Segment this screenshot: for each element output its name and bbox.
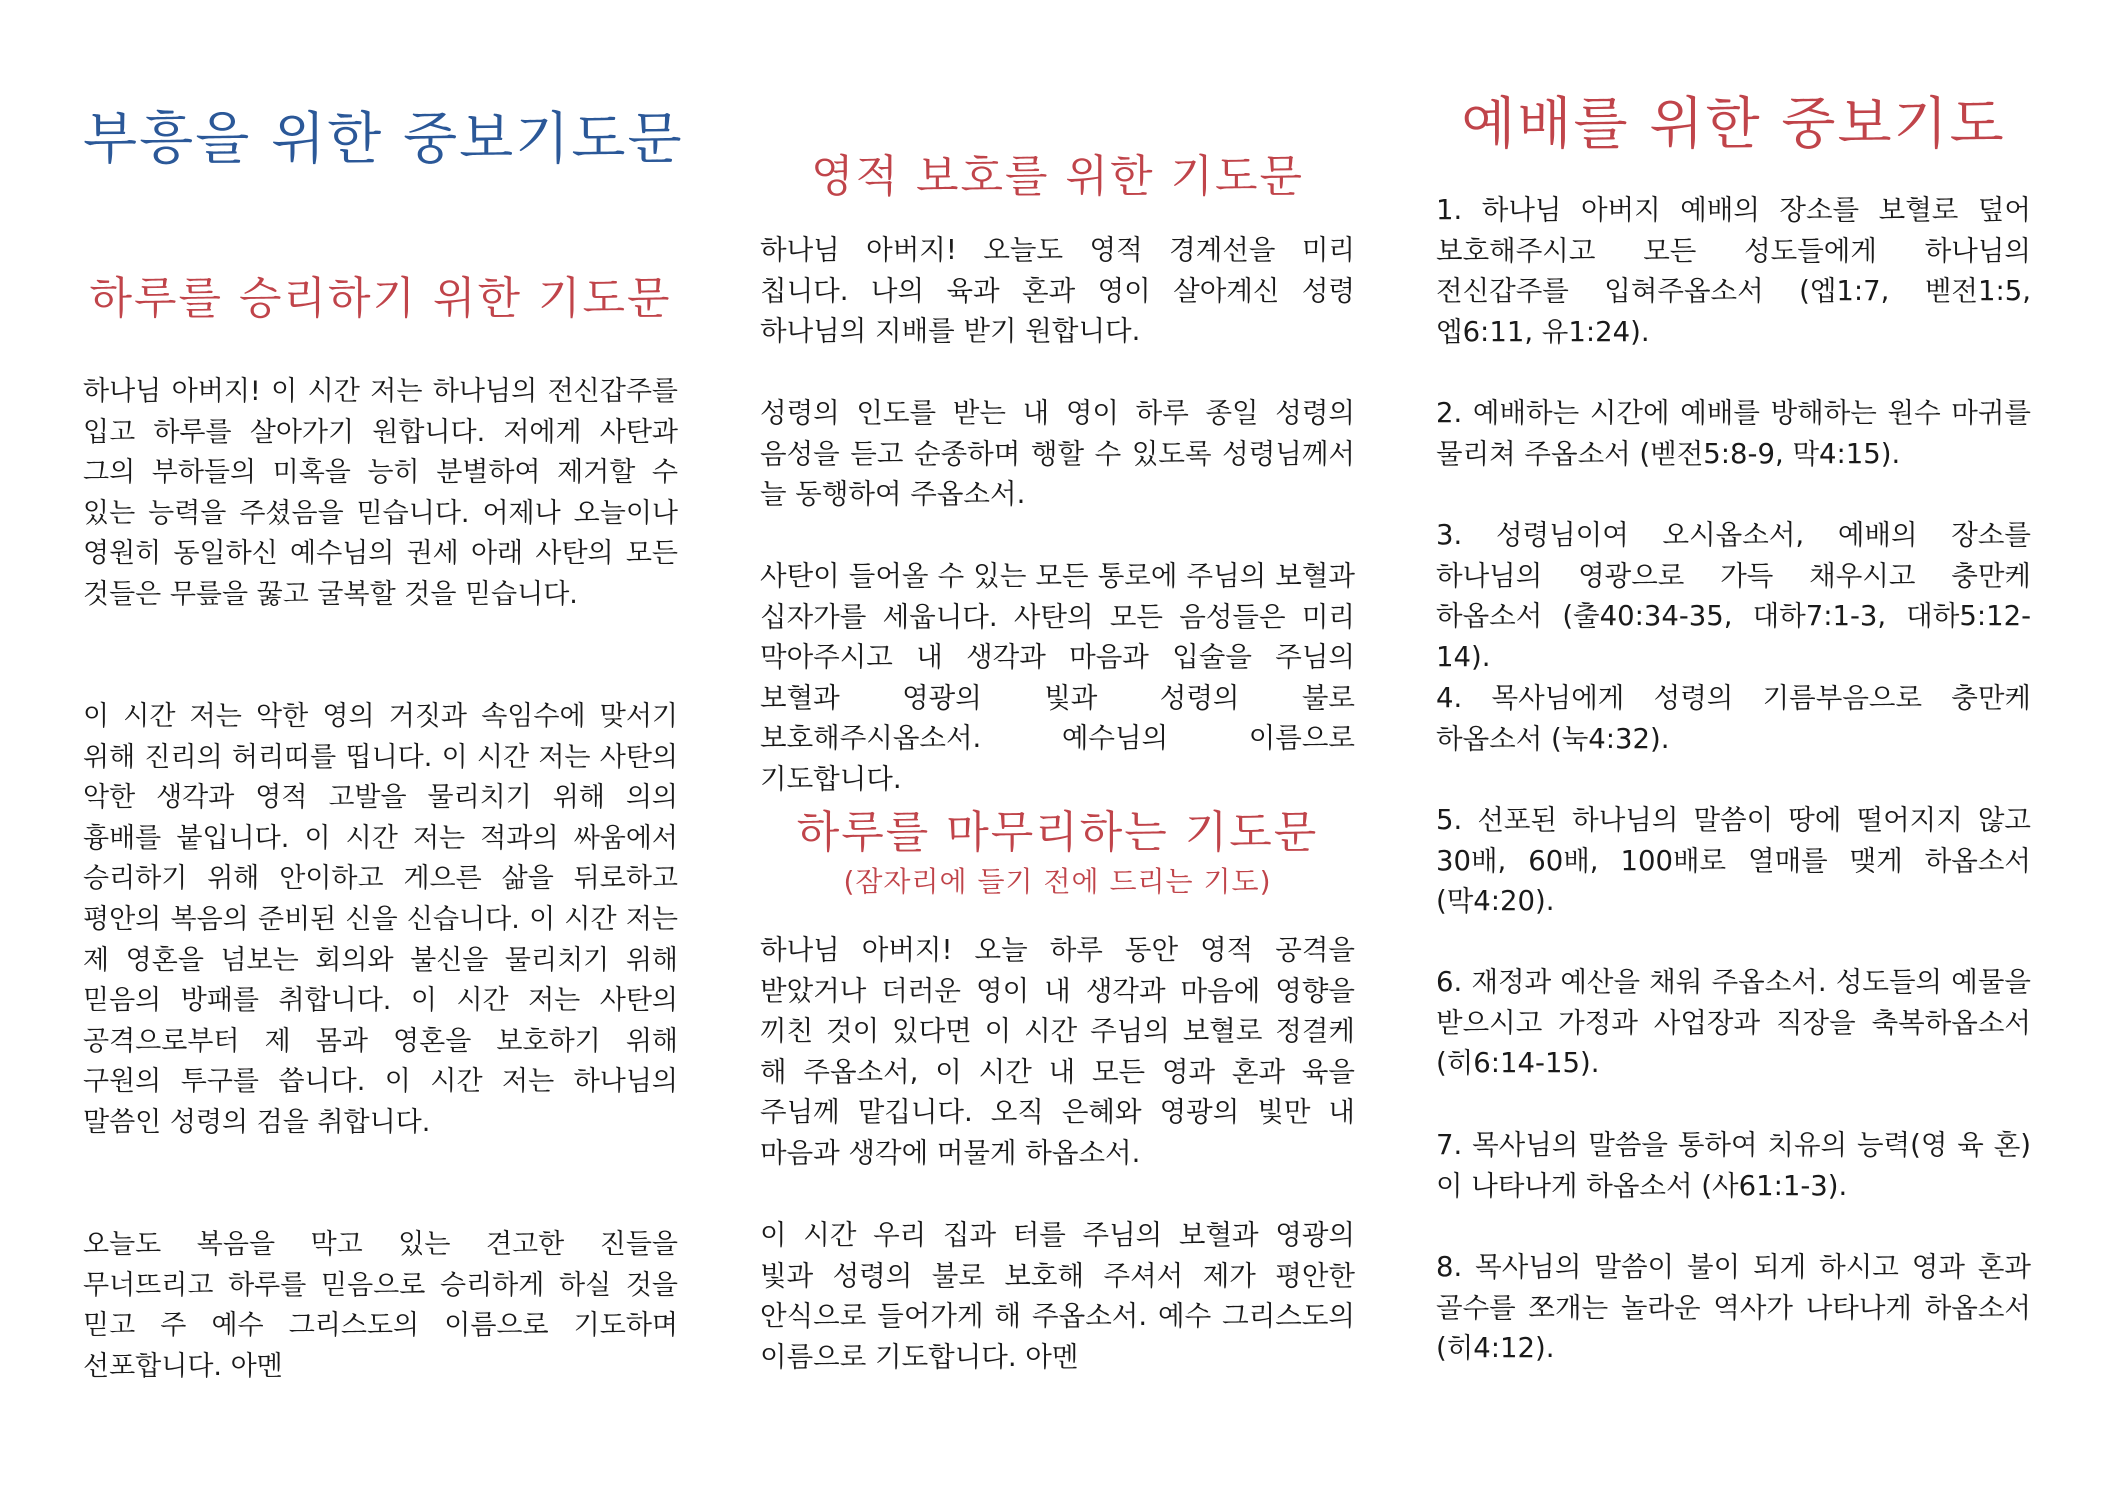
protection-prayer-paragraph-2: 성령의 인도를 받는 내 영이 하루 종일 성령의 음성을 듣고 순종하며 행할 수 있도록 성령님께서 늘 동행하여 주옵소서. (760, 397, 1355, 511)
section-subtitle-bedtime: (잠자리에 들기 전에 드리는 기도) (843, 865, 1272, 898)
worship-prayer-item: 6. 재정과 예산을 채워 주옵소서. 성도들의 예물을 받으시고 가정과 사업장과 직장을 축복하옵소서 (히6:14-15). (1436, 966, 2031, 1080)
worship-prayer-item: 3. 성령님이여 오시옵소서, 예배의 장소를 하나님의 영광으로 가득 채우시고 충만케 하옵소서 (출40:34-35, 대하7:1-3, 대하5:12-14). (1436, 519, 2031, 673)
evening-prayer-paragraph-2: 이 시간 우리 집과 터를 주님의 보혈과 영광의 빛과 성령의 불로 보호해 주셔서 제가 평안한 안식으로 들어가게 해 주옵소서. 예수 그리스도의 이름으로 기도합니다. 아멘 (760, 1219, 1355, 1373)
evening-prayer-paragraph-1: 하나님 아버지! 오늘 하루 동안 영적 공격을 받았거나 더러운 영이 내 생각과 마음에 영향을 끼친 것이 있다면 이 시간 주님의 보혈로 정결케 해 주옵소서, 이 시간 내 모든 영과 혼과 육을 주님께 맡깁니다. 오직 은혜와 영광의 빛만 내 마음과 생각에 머물게 하옵소서. (760, 934, 1355, 1169)
section-title-spiritual-protection: 영적 보호를 위한 기도문 (811, 151, 1304, 202)
victory-prayer-paragraph-1: 하나님 아버지! 이 시간 저는 하나님의 전신갑주를 입고 하루를 살아가기 원합니다. 저에게 사탄과 그의 부하들의 미혹을 능히 분별하여 제거할 수 있는 능력을 주셨음을 믿습니다. 어제나 오늘이나 영원히 동일하신 예수님의 권세 아래 사탄의 모든 것들은 무릎을 꿇고 굴복할 것을 믿습니다. (83, 376, 678, 610)
worship-prayer-item: 8. 목사님의 말씀이 불이 되게 하시고 영과 혼과 골수를 쪼개는 놀라운 역사가 나타나게 하옵소서 (히4:12). (1436, 1251, 2031, 1365)
main-title-revival: 부흥을 위한 중보기도문 (83, 107, 684, 172)
protection-prayer-paragraph-3: 사탄이 들어올 수 있는 모든 통로에 주님의 보혈과 십자가를 세웁니다. 사탄의 모든 음성들은 미리 막아주시고 내 생각과 마음과 입술을 주님의 보혈과 영광의 빛과 성령의 불로 보호해주시옵소서. 예수님의 이름으로 기도합니다. (760, 560, 1355, 795)
worship-prayer-item: 2. 예배하는 시간에 예배를 방해하는 원수 마귀를 물리쳐 주옵소서 (벧전5:8-9, 막4:15). (1436, 397, 2031, 470)
worship-prayer-item: 4. 목사님에게 성령의 기름부음으로 충만케 하옵소서 (눅4:32). (1436, 682, 2031, 755)
victory-prayer-paragraph-2: 이 시간 저는 악한 영의 거짓과 속임수에 맞서기 위해 진리의 허리띠를 띱니다. 이 시간 저는 사탄의 악한 생각과 영적 고발을 물리치기 위해 의의 흉배를 붙입니다. 이 시간 저는 적과의 싸움에서 승리하기 위해 안이하고 게으른 삶을 뒤로하고 평안의 복음의 준비된 신을 신습니다. 이 시간 저는 제 영혼을 넘보는 회의와 불신을 물리치기 위해 믿음의 방패를 취합니다. 이 시간 저는 사탄의 공격으로부터 제 몸과 영혼을 보호하기 위해 구원의 투구를 씁니다. 이 시간 저는 하나님의 말씀인 성령의 검을 취합니다. (83, 701, 678, 1138)
section-title-evening-prayer: 하루를 마무리하는 기도문 (796, 807, 1319, 858)
main-title-worship: 예배를 위한 중보기도 (1461, 92, 2006, 157)
section-title-victory-prayer: 하루를 승리하기 위한 기도문 (89, 273, 672, 324)
worship-prayer-item: 1. 하나님 아버지 예배의 장소를 보혈로 덮어 보호해주시고 모든 성도들에게 하나님의 전신갑주를 입혀주옵소서 (엡1:7, 벧전1:5, 엡6:11, 유1:24). (1436, 194, 2031, 348)
worship-prayer-item: 5. 선포된 하나님의 말씀이 땅에 떨어지지 않고 30배, 60배, 100배로 열매를 맺게 하옵소서 (막4:20). (1436, 804, 2031, 918)
worship-prayer-item: 7. 목사님의 말씀을 통하여 치유의 능력(영 육 혼)이 나타나게 하옵소서 (사61:1-3). (1436, 1129, 2031, 1202)
victory-prayer-paragraph-3: 오늘도 복음을 막고 있는 견고한 진들을 무너뜨리고 하루를 믿음으로 승리하게 하실 것을 믿고 주 예수 그리스도의 이름으로 기도하며 선포합니다. 아멘 (83, 1229, 678, 1382)
protection-prayer-paragraph-1: 하나님 아버지! 오늘도 영적 경계선을 미리 칩니다. 나의 육과 혼과 영이 살아계신 성령 하나님의 지배를 받기 원합니다. (760, 234, 1355, 348)
